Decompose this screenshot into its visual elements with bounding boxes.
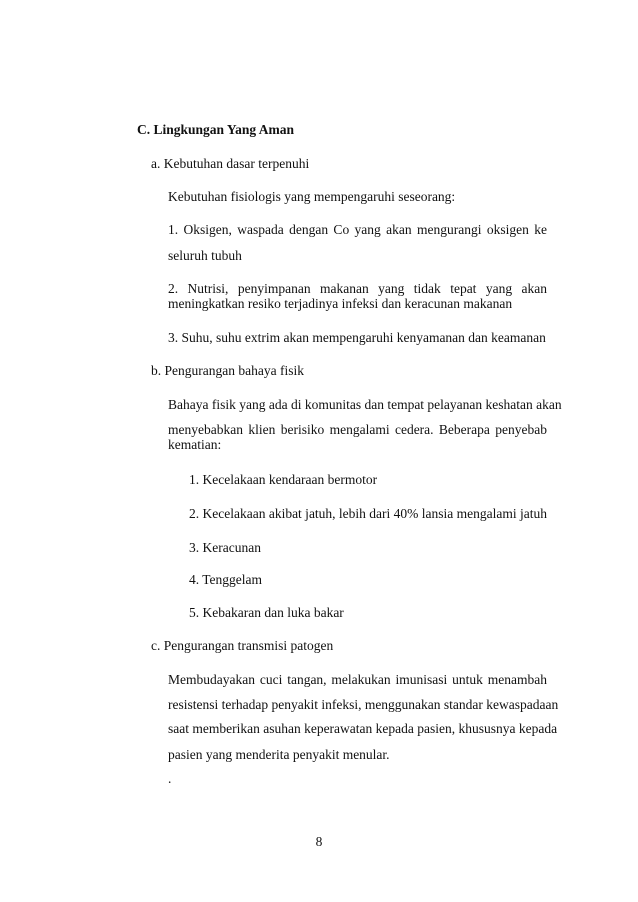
subsection-a-title: a. Kebutuhan dasar terpenuhi xyxy=(151,156,310,171)
list-item-oksigen-line1: 1. Oksigen, waspada dengan Co yang akan mengurangi oksigen ke xyxy=(168,222,547,237)
list-item-nutrisi-line2: meningkatkan resiko terjadinya infeksi dan keracunan makanan xyxy=(168,296,513,311)
list-item-hazard: 1. Kecelakaan kendaraan bermotor xyxy=(189,472,378,487)
list-item-suhu: 3. Suhu, suhu extrim akan mempengaruhi kenyamanan dan keamanan xyxy=(168,330,546,345)
subsection-c-title: c. Pengurangan transmisi patogen xyxy=(151,638,334,653)
subsection-b-paragraph-line2: menyebabkan klien berisiko mengalami cedera. Beberapa penyebab xyxy=(168,422,547,437)
subsection-c-paragraph-line2: resistensi terhadap penyakit infeksi, menggunakan standar kewaspadaan xyxy=(168,697,559,712)
subsection-c-paragraph-line3: saat memberikan asuhan keperawatan kepada pasien, khususnya kepada xyxy=(168,721,558,736)
subsection-c-paragraph-line1: Membudayakan cuci tangan, melakukan imunisasi untuk menambah xyxy=(168,672,547,687)
subsection-a-intro: Kebutuhan fisiologis yang mempengaruhi seseorang: xyxy=(168,189,456,204)
subsection-b-title: b. Pengurangan bahaya fisik xyxy=(151,363,304,378)
section-heading: C. Lingkungan Yang Aman xyxy=(137,122,295,137)
subsection-b-paragraph-line1: Bahaya fisik yang ada di komunitas dan tempat pelayanan keshatan akan xyxy=(168,397,562,412)
list-item-hazard: 3. Keracunan xyxy=(189,540,261,555)
list-item-oksigen-line2: seluruh tubuh xyxy=(168,248,242,263)
subsection-b-paragraph-line3: kematian: xyxy=(168,437,222,452)
trailing-period: . xyxy=(168,771,172,786)
list-item-hazard: 5. Kebakaran dan luka bakar xyxy=(189,605,344,620)
subsection-c-paragraph-line4: pasien yang menderita penyakit menular. xyxy=(168,747,390,762)
page-number: 8 xyxy=(315,834,323,849)
list-item-hazard: 4. Tenggelam xyxy=(189,572,263,587)
list-item-nutrisi-line1: 2. Nutrisi, penyimpanan makanan yang tidak tepat yang akan xyxy=(168,281,547,296)
list-item-hazard: 2. Kecelakaan akibat jatuh, lebih dari 40% lansia mengalami jatuh xyxy=(189,506,547,521)
